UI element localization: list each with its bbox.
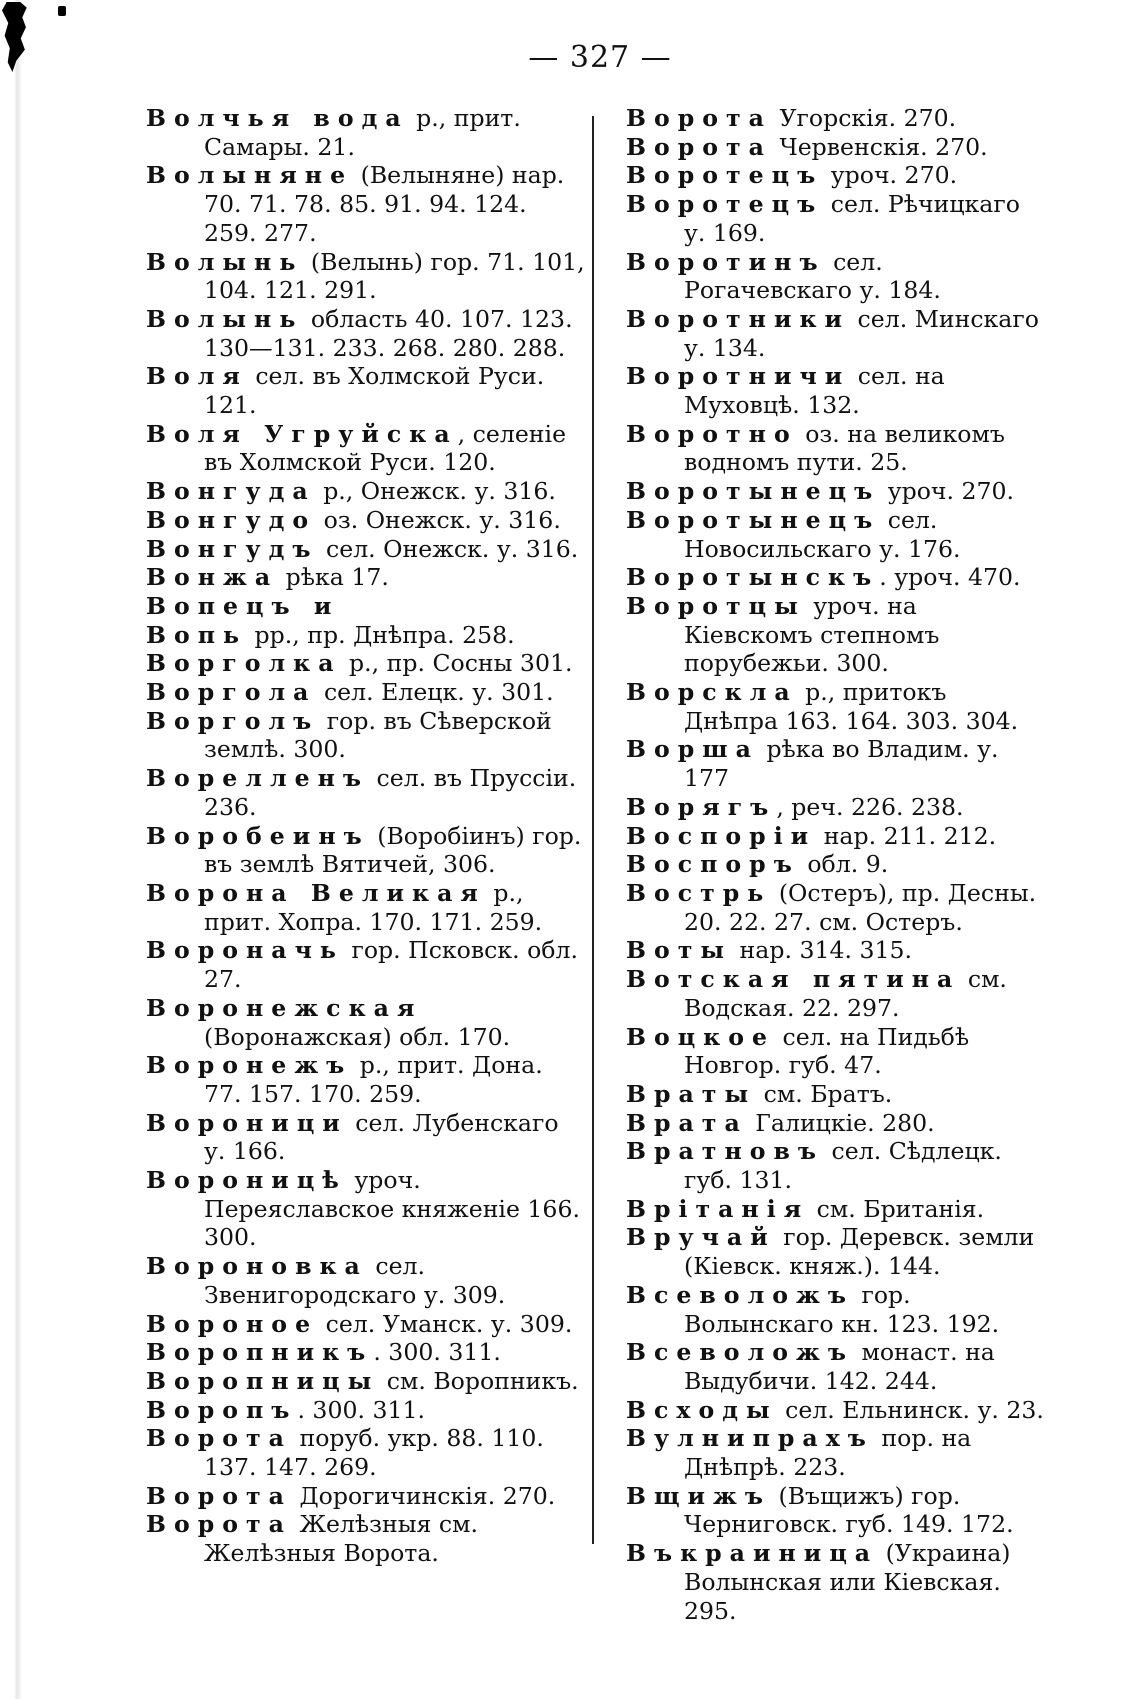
index-entry bbox=[626, 793, 1046, 822]
index-entry bbox=[626, 563, 1046, 592]
entry-details: сел. на Пидьбѣ Новгор. губ. 47. bbox=[684, 1022, 970, 1080]
index-entry bbox=[146, 879, 586, 936]
entry-details: сел. Рѣчицкаго у. 169. bbox=[684, 190, 1020, 247]
index-entry bbox=[146, 506, 586, 535]
index-entry bbox=[626, 735, 1046, 792]
entry-details: сел. Лубенскаго у. 166. bbox=[204, 1108, 559, 1166]
entry-details: р., пр. Сосны 301. bbox=[341, 649, 573, 678]
entry-headword: Вонгудъ bbox=[146, 534, 319, 563]
index-entry bbox=[146, 1051, 586, 1108]
entry-headword: Воля bbox=[146, 362, 248, 391]
ink-speck-mark bbox=[58, 6, 66, 16]
entry-headword: Вонжа bbox=[146, 563, 279, 592]
index-entry bbox=[146, 994, 586, 1051]
index-entry bbox=[626, 1080, 1046, 1109]
entry-details: р., притокъ Днѣпра 163. 164. 303. 304. bbox=[684, 678, 1019, 735]
entry-headword: Волынь bbox=[146, 304, 304, 333]
entry-details: (Велыняне) нар. 70. 71. 78. 85. 91. 94. 124. 259. 277. bbox=[204, 161, 565, 247]
index-entry bbox=[626, 1424, 1046, 1481]
entry-headword: Воротецъ bbox=[626, 190, 824, 219]
entry-headword: Воронежская bbox=[146, 993, 423, 1022]
index-entry bbox=[146, 104, 586, 161]
entry-details: . 300. 311. bbox=[297, 1395, 426, 1424]
entry-details: сел. Ельнинск. у. 23. bbox=[777, 1395, 1044, 1424]
entry-headword: Ворота bbox=[626, 132, 772, 161]
entry-headword: Волчья вода bbox=[146, 104, 409, 132]
index-entry bbox=[626, 850, 1046, 879]
index-entry bbox=[626, 678, 1046, 735]
entry-headword: Воротецъ bbox=[626, 161, 824, 190]
entry-headword: Вратновъ bbox=[626, 1137, 825, 1166]
column-divider bbox=[592, 116, 594, 1544]
entry-details: (Остеръ), пр. Десны. 20. 22. 27. см. Остеръ. bbox=[684, 878, 1037, 936]
index-entry bbox=[146, 1338, 586, 1367]
entry-details: Угорскія. 270. bbox=[771, 104, 957, 132]
entry-headword: Ворота bbox=[146, 1424, 292, 1453]
entry-headword: Вщижъ bbox=[626, 1481, 772, 1510]
entry-details: оз. на великомъ водномъ пути. 25. bbox=[684, 419, 1005, 477]
index-entry bbox=[146, 764, 586, 821]
index-entry bbox=[626, 965, 1046, 1022]
entry-headword: Вопецъ и bbox=[146, 591, 340, 620]
index-entry bbox=[146, 420, 586, 477]
entry-details: сел. въ Холмской Руси. 121. bbox=[204, 362, 545, 420]
entry-headword: Ворелленъ bbox=[146, 764, 370, 793]
entry-headword: Вороницѣ bbox=[146, 1166, 347, 1195]
index-entry bbox=[626, 248, 1046, 305]
entry-details: рр., пр. Днѣпра. 258. bbox=[247, 620, 515, 649]
index-entry bbox=[146, 822, 586, 879]
entry-headword: Враты bbox=[626, 1079, 757, 1108]
entry-headword: Воротынецъ bbox=[626, 505, 881, 534]
entry-headword: Въкраиница bbox=[626, 1539, 879, 1568]
index-entry bbox=[626, 1023, 1046, 1080]
entry-headword: Вулнипрахъ bbox=[626, 1424, 874, 1453]
index-entry bbox=[626, 879, 1046, 936]
index-entry bbox=[146, 1367, 586, 1396]
entry-headword: Вороначь bbox=[146, 936, 344, 965]
entry-headword: Ворголъ bbox=[146, 706, 320, 735]
index-entry bbox=[626, 1223, 1046, 1280]
entry-details: (Украина) Волынская или Кіевская. 295. bbox=[684, 1539, 1011, 1625]
index-entry bbox=[146, 1252, 586, 1309]
index-entry bbox=[146, 1310, 586, 1339]
index-entry bbox=[146, 362, 586, 419]
entry-details: гор. Деревск. земли (Кіевск. княж.). 144. bbox=[684, 1223, 1035, 1281]
index-entry bbox=[146, 621, 586, 650]
entry-headword: Всеволожъ bbox=[626, 1338, 854, 1367]
entry-headword: Вороновка bbox=[146, 1252, 368, 1281]
index-entry bbox=[626, 1396, 1046, 1425]
entry-details: сел. Сѣдлецк. губ. 131. bbox=[684, 1137, 1002, 1195]
entry-headword: Воротынскъ bbox=[626, 563, 880, 592]
index-entry bbox=[146, 477, 586, 506]
index-entry bbox=[146, 1510, 586, 1567]
entry-details: , реч. 226. 238. bbox=[776, 792, 964, 821]
entry-details: гор. въ Сѣверской землѣ. 300. bbox=[204, 706, 552, 764]
index-entry bbox=[146, 563, 586, 592]
index-entry bbox=[146, 1109, 586, 1166]
entry-details: Желѣзныя см. Желѣзныя Ворота. bbox=[204, 1510, 478, 1568]
entry-headword: Воропницы bbox=[146, 1366, 380, 1395]
entry-headword: Воротники bbox=[626, 304, 851, 333]
entry-details: нар. 314. 315. bbox=[732, 936, 913, 965]
entry-headword: Воробеинъ bbox=[146, 821, 370, 850]
entry-headword: Ворягъ bbox=[626, 792, 777, 821]
index-entry bbox=[146, 936, 586, 993]
entry-headword: Воротцы bbox=[626, 591, 806, 620]
entry-headword: Волынь bbox=[146, 247, 304, 276]
entry-headword: Врата bbox=[626, 1108, 748, 1137]
index-entry bbox=[146, 1166, 586, 1252]
entry-details: Галицкіе. 280. bbox=[747, 1108, 935, 1137]
entry-details: рѣка во Владим. у. 177 bbox=[684, 735, 999, 793]
entry-details: . уроч. 470. bbox=[879, 563, 1021, 592]
entry-details: сел. Звенигородскаго у. 309. bbox=[204, 1252, 506, 1309]
entry-headword: Воспоріи bbox=[626, 821, 817, 850]
entry-details: уроч. Переяславское княженіе 166. 300. bbox=[204, 1166, 580, 1252]
entry-details: р., прит. Дона. 77. 157. 170. 259. bbox=[204, 1051, 543, 1108]
entry-details: сел. Минскаго у. 134. bbox=[684, 304, 1039, 362]
entry-headword: Ворона Великая bbox=[146, 878, 486, 907]
entry-details: пор. на Днѣпрѣ. 223. bbox=[684, 1424, 972, 1482]
index-entry bbox=[146, 1424, 586, 1481]
entry-details: (Воронажская) обл. 170. bbox=[204, 1022, 511, 1051]
index-entry bbox=[626, 190, 1046, 247]
entry-headword: Ворота bbox=[146, 1481, 292, 1510]
entry-details: сел. Елецк. у. 301. bbox=[316, 678, 554, 707]
index-entry bbox=[626, 1482, 1046, 1539]
index-entry bbox=[626, 133, 1046, 162]
index-entry bbox=[146, 535, 586, 564]
entry-headword: Вручай bbox=[626, 1223, 776, 1252]
entry-details: Червенскія. 270. bbox=[771, 132, 988, 161]
entry-headword: Воропникъ bbox=[146, 1338, 374, 1367]
entry-headword: Вонгудо bbox=[146, 505, 317, 534]
entry-headword: Ворота bbox=[146, 1510, 292, 1539]
entry-details: см. Британія. bbox=[809, 1194, 985, 1223]
index-entry bbox=[626, 477, 1046, 506]
entry-headword: Всходы bbox=[626, 1395, 778, 1424]
entry-headword: Ворголка bbox=[146, 649, 342, 678]
entry-details: см. Воропникъ. bbox=[379, 1366, 579, 1395]
entry-headword: Воронежъ bbox=[146, 1051, 353, 1080]
entry-headword: Воротно bbox=[626, 419, 798, 448]
entry-details: сел. Уманск. у. 309. bbox=[318, 1309, 573, 1338]
entry-details: сел. Рогачевскаго у. 184. bbox=[684, 247, 941, 305]
index-entry bbox=[146, 707, 586, 764]
index-entry bbox=[146, 1482, 586, 1511]
entry-details: см. Братъ. bbox=[756, 1079, 893, 1108]
index-entry bbox=[626, 305, 1046, 362]
index-entry bbox=[626, 822, 1046, 851]
entry-details: , селеніе въ Холмской Руси. 120. bbox=[204, 419, 567, 477]
index-entry bbox=[146, 592, 586, 621]
entry-details: р., прит. Самары. 21. bbox=[204, 104, 521, 161]
ink-blot-mark bbox=[2, 2, 28, 72]
index-entry bbox=[146, 1396, 586, 1425]
index-entry bbox=[626, 1338, 1046, 1395]
entry-headword: Вопь bbox=[146, 620, 248, 649]
entry-details: (Велынь) гор. 71. 101, 104. 121. 291. bbox=[204, 247, 585, 305]
entry-details: сел. на Муховцѣ. 132. bbox=[684, 362, 945, 420]
entry-details: . 300. 311. bbox=[373, 1338, 501, 1367]
entry-details: (Въщижъ) гор. Черниговск. губ. 149. 172. bbox=[684, 1481, 1014, 1539]
entry-details: сел. Онежск. у. 316. bbox=[318, 534, 579, 563]
index-entry bbox=[626, 104, 1046, 133]
entry-details: поруб. укр. 88. 110. 137. 147. 269. bbox=[204, 1424, 544, 1482]
index-entry bbox=[626, 1137, 1046, 1194]
index-entry bbox=[626, 362, 1046, 419]
entry-headword: Воротничи bbox=[626, 362, 851, 391]
entry-headword: Врітанія bbox=[626, 1194, 810, 1223]
entry-headword: Ворота bbox=[626, 104, 772, 132]
index-entry bbox=[146, 678, 586, 707]
index-column-right bbox=[626, 104, 1046, 1625]
index-entry bbox=[626, 1281, 1046, 1338]
entry-headword: Волыняне bbox=[146, 161, 354, 190]
index-entry bbox=[626, 161, 1046, 190]
entry-headword: Вороное bbox=[146, 1309, 319, 1338]
index-entry bbox=[146, 305, 586, 362]
entry-details: гор. Псковск. обл. 27. bbox=[204, 936, 579, 994]
index-entry bbox=[626, 592, 1046, 678]
entry-details: Дорогичинскія. 270. bbox=[291, 1481, 556, 1510]
entry-details: нар. 211. 212. bbox=[816, 821, 997, 850]
entry-details: уроч. на Кіевскомъ степномъ порубежьи. 300. bbox=[684, 591, 940, 678]
entry-headword: Всеволожъ bbox=[626, 1280, 854, 1309]
entry-headword: Воля Угруйска bbox=[146, 419, 458, 448]
entry-headword: Воротынецъ bbox=[626, 477, 881, 506]
index-entry bbox=[146, 161, 586, 247]
entry-details: (Воробіинъ) гор. въ землѣ Вятичей, 306. bbox=[204, 821, 582, 879]
entry-headword: Вонгуда bbox=[146, 477, 316, 506]
entry-headword: Ворскла bbox=[626, 678, 798, 707]
index-entry bbox=[626, 1109, 1046, 1138]
entry-headword: Вострь bbox=[626, 878, 772, 907]
entry-headword: Воротинъ bbox=[626, 247, 826, 276]
index-entry bbox=[146, 649, 586, 678]
entry-headword: Воспоръ bbox=[626, 850, 800, 879]
entry-headword: Воты bbox=[626, 936, 733, 965]
entry-details: монаст. на Выдубичи. 142. 244. bbox=[684, 1338, 995, 1395]
entry-details: уроч. 270. bbox=[823, 161, 958, 190]
page-number: — 327 — bbox=[528, 40, 672, 75]
entry-details: сел. въ Пруссіи. 236. bbox=[204, 764, 577, 821]
index-entry bbox=[626, 1195, 1046, 1224]
entry-details: область 40. 107. 123. 130—131. 233. 268. 280. 288. bbox=[204, 304, 573, 362]
entry-details: р., прит. Хопра. 170. 171. 259. bbox=[204, 878, 543, 936]
page-edge-shadow bbox=[14, 0, 22, 1699]
index-entry bbox=[626, 936, 1046, 965]
entry-details: см. Водская. 22. 297. bbox=[684, 965, 1007, 1022]
index-entry bbox=[626, 420, 1046, 477]
index-entry bbox=[626, 1539, 1046, 1625]
entry-details: оз. Онежск. у. 316. bbox=[316, 505, 561, 534]
entry-headword: Вотская пятина bbox=[626, 965, 961, 994]
entry-headword: Ворголa bbox=[146, 678, 317, 707]
entry-headword: Воропъ bbox=[146, 1395, 298, 1424]
entry-details: сел. Новосильскаго у. 176. bbox=[684, 505, 961, 563]
entry-details: р., Онежск. у. 316. bbox=[315, 477, 556, 506]
entry-details: обл. 9. bbox=[799, 850, 889, 879]
index-entry bbox=[146, 248, 586, 305]
entry-headword: Ворша bbox=[626, 735, 759, 764]
index-entry bbox=[626, 506, 1046, 563]
entry-details: рѣка 17. bbox=[278, 563, 389, 592]
index-column-left bbox=[146, 104, 586, 1568]
entry-headword: Вороници bbox=[146, 1108, 348, 1137]
entry-details: уроч. 270. bbox=[880, 477, 1015, 506]
entry-details: гор. Волынскаго кн. 123. 192. bbox=[684, 1280, 1000, 1338]
entry-headword: Воцкое bbox=[626, 1022, 776, 1051]
